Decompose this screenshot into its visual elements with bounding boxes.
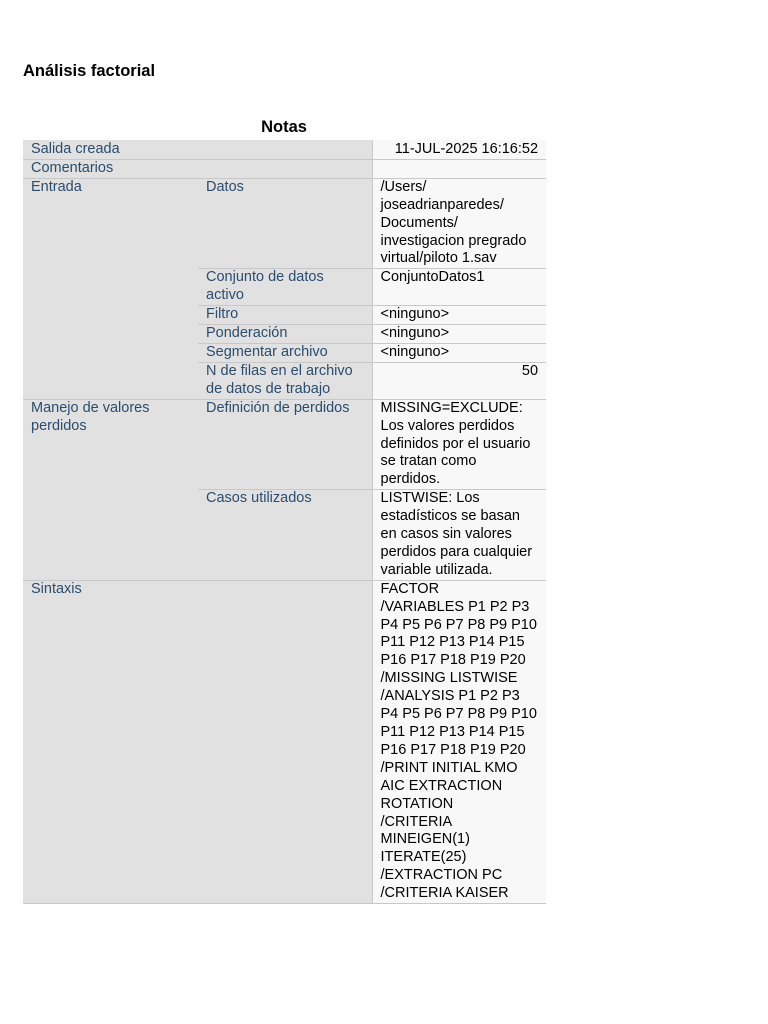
value-definicion-perdidos: MISSING=EXCLUDE: Los valores perdidos definidos por el usuario se tratan como perdidos. (372, 399, 546, 490)
table-row (23, 399, 546, 490)
table-row (23, 580, 546, 903)
value-n-filas: 50 (372, 362, 546, 399)
value-casos-utilizados: LISTWISE: Los estadísticos se basan en casos sin valores perdidos para cualquier variable utilizada. (372, 490, 546, 581)
syntax-line: /PRINT INITIAL KMO AIC EXTRACTION ROTATION (380, 759, 518, 812)
table-row (23, 159, 546, 178)
table-caption: Notas (261, 118, 307, 136)
syntax-line: /CRITERIA MINEIGEN(1) ITERATE(25) (380, 813, 470, 866)
row-label-manejo-perdidos: Manejo de valores perdidos (23, 399, 198, 580)
value-ponderacion: <ninguno> (372, 325, 546, 344)
notes-table (23, 140, 546, 904)
syntax-line: /MISSING LISTWISE (380, 670, 518, 687)
row-label-salida-creada: Salida creada (23, 140, 372, 159)
row-label-sintaxis: Sintaxis (23, 580, 372, 903)
row-label-n-filas: N de filas en el archivo de datos de trabajo (198, 362, 372, 399)
syntax-line: /VARIABLES P1 P2 P3 P4 P5 P6 P7 P8 P9 P10 P11 P12 P13 P14 P15 P16 P17 P18 P19 P20 (380, 598, 537, 669)
row-label-ponderacion: Ponderación (198, 325, 372, 344)
row-label-datos: Datos (198, 178, 372, 269)
value-filtro: <ninguno> (372, 306, 546, 325)
row-label-comentarios: Comentarios (23, 159, 372, 178)
row-label-casos-utilizados: Casos utilizados (198, 490, 372, 581)
value-salida-creada: 11-JUL-2025 16:16:52 (372, 140, 546, 159)
row-label-conjunto-datos: Conjunto de datos activo (198, 269, 372, 306)
value-conjunto-datos: ConjuntoDatos1 (372, 269, 546, 306)
row-label-entrada: Entrada (23, 178, 198, 399)
value-comentarios (372, 159, 546, 178)
syntax-line: FACTOR (380, 580, 440, 597)
page-title: Análisis factorial (23, 62, 156, 80)
syntax-line: /ANALYSIS P1 P2 P3 P4 P5 P6 P7 P8 P9 P10 P11 P12 P13 P14 P15 P16 P17 P18 P19 P20 (380, 688, 537, 758)
syntax-line: /EXTRACTION PC (380, 867, 503, 884)
value-datos: /Users/ joseadrianparedes/ Documents/ investigacion pregrado virtual/piloto 1.sav (372, 178, 546, 269)
value-sintaxis (372, 580, 546, 903)
table-row (23, 140, 546, 159)
row-label-filtro: Filtro (198, 306, 372, 325)
value-segmentar: <ninguno> (372, 343, 546, 362)
table-row (23, 178, 546, 269)
syntax-line: /CRITERIA KAISER (380, 885, 509, 902)
row-label-segmentar: Segmentar archivo (198, 343, 372, 362)
row-label-definicion-perdidos: Definición de perdidos (198, 399, 372, 490)
